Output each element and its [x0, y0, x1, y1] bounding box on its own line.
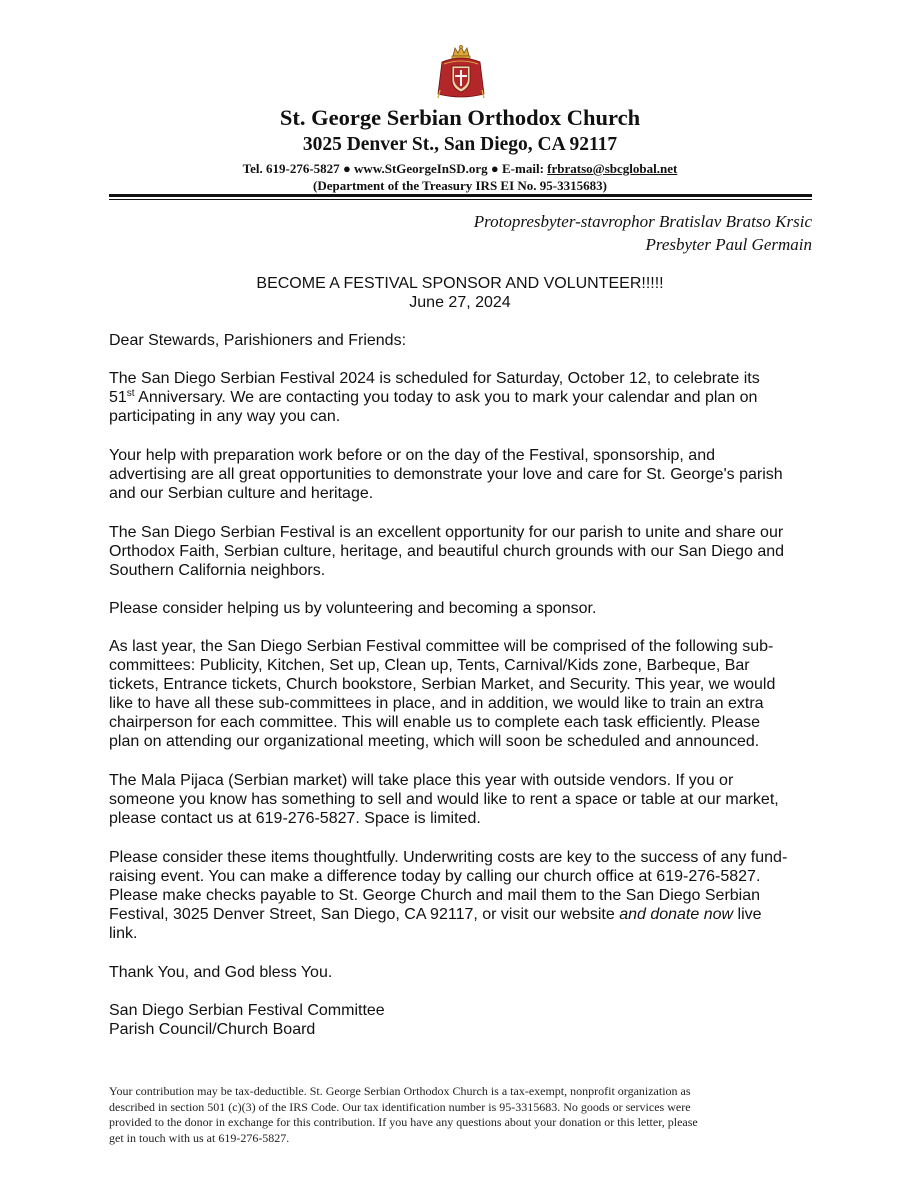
signature-block: [109, 1001, 819, 1039]
bullet-separator: ●: [342, 161, 351, 176]
paragraph-line: please contact us at 619-276-5827. Space is limited.: [109, 810, 481, 827]
paragraph: [109, 523, 819, 580]
clergy-name: Presbyter Paul Germain: [645, 235, 812, 254]
paragraph-line: Orthodox Faith, Serbian culture, heritage, and beautiful church grounds with our San Diego and: [109, 543, 785, 560]
paragraph-line: [109, 905, 819, 924]
church-address: 3025 Denver St., San Diego, CA 92117: [302, 134, 618, 155]
paragraph: [109, 369, 819, 426]
paragraph-line: like to have all these sub-committees in place, and in addition, we would like to train an extra: [109, 695, 764, 712]
irs-number: (Department of the Treasury IRS EI No. 95-3315683): [313, 178, 607, 193]
ordinal-suffix: st: [126, 388, 135, 399]
paragraph-line: [109, 388, 819, 407]
paragraph-line: link.: [109, 925, 138, 942]
paragraph-line: plan on attending our organizational meeting, which will soon be scheduled and announced.: [109, 733, 760, 750]
paragraph-line: committees: Publicity, Kitchen, Set up, Clean up, Tents, Carnival/Kids zone, Barbeque, Bar: [109, 657, 750, 674]
signature-line: Parish Council/Church Board: [109, 1021, 316, 1038]
footnote-line: provided to the donor in exchange for this contribution. If you have any questions about your donation or this letter, please: [109, 1115, 698, 1130]
signature-line: San Diego Serbian Festival Committee: [109, 1002, 385, 1019]
paragraph-line: Your help with preparation work before or on the day of the Festival, sponsorship, and: [109, 447, 715, 464]
contact-line: [180, 160, 740, 177]
paragraph-line: Please consider these items thoughtfully. Underwriting costs are key to the success of any fund-: [109, 849, 788, 866]
paragraph-line: tickets, Entrance tickets, Church bookstore, Serbian Market, and Security. This year, we would: [109, 676, 776, 693]
paragraph-line: participating in any way you can.: [109, 408, 341, 425]
paragraph-line: Please make checks payable to St. George Church and mail them to the San Diego Serbian: [109, 887, 761, 904]
paragraph: [109, 637, 819, 751]
footnote-line: Your contribution may be tax-deductible. St. George Serbian Orthodox Church is a tax-exempt, nonprofit organization as: [109, 1084, 691, 1098]
email-label: E-mail:: [502, 161, 544, 176]
paragraph: Please consider helping us by volunteering and becoming a sponsor.: [109, 600, 597, 617]
paragraph-line: As last year, the San Diego Serbian Festival committee will be comprised of the following sub-: [109, 638, 774, 655]
paragraph-text: Anniversary. We are contacting you today to ask you to mark your calendar and plan on: [134, 389, 758, 406]
paragraph-line: advertising are all great opportunities to demonstrate your love and care for St. George's parish: [109, 466, 783, 483]
paragraph-line: someone you know has something to sell and would like to rent a space or table at our market,: [109, 791, 779, 808]
footnote-line: get in touch with us at 619-276-5827.: [109, 1130, 290, 1145]
paragraph: [109, 771, 819, 828]
church-name: St. George Serbian Orthodox Church: [279, 105, 641, 130]
clergy-name: Protopresbyter-stavrophor Bratislav Bratso Krsic: [473, 212, 812, 231]
letter-heading: [160, 274, 760, 312]
paragraph-line: The San Diego Serbian Festival 2024 is scheduled for Saturday, October 12, to celebrate its: [109, 370, 760, 387]
letter-date: June 27, 2024: [409, 294, 511, 311]
paragraph-line: chairperson for each committee. This will enable us to complete each task efficiently. Please: [109, 714, 760, 731]
letterhead-rule: [109, 194, 812, 197]
paragraph-line: The Mala Pijaca (Serbian market) will take place this year with outside vendors. If you or: [109, 772, 734, 789]
tax-footnote: [109, 1084, 812, 1146]
closing: Thank You, and God bless You.: [109, 964, 333, 981]
paragraph-text: Festival, 3025 Denver Street, San Diego, CA 92117, or visit our website: [109, 906, 620, 923]
telephone: Tel. 619-276-5827: [242, 161, 340, 176]
letter-title: BECOME A FESTIVAL SPONSOR AND VOLUNTEER!!!!!: [256, 275, 664, 292]
letterhead: [180, 104, 740, 194]
paragraph-line: The San Diego Serbian Festival is an excellent opportunity for our parish to unite and share our: [109, 524, 784, 541]
paragraph-text: live: [733, 906, 762, 923]
footnote-line: described in section 501 (c)(3) of the IRS Code. Our tax identification number is 95-3315683. No goods or services were: [109, 1099, 691, 1114]
paragraph: [109, 848, 819, 943]
paragraph-line: and our Serbian culture and heritage.: [109, 485, 374, 502]
email-link[interactable]: frbratso@sbcglobal.net: [547, 161, 678, 176]
bullet-separator: ●: [490, 161, 499, 176]
website: www.StGeorgeInSD.org: [354, 161, 488, 176]
paragraph: [109, 446, 819, 503]
paragraph-line: raising event. You can make a difference today by calling our church office at 619-276-5827.: [109, 868, 761, 885]
letterhead-rule-thin: [109, 199, 812, 200]
paragraph-line: Southern California neighbors.: [109, 562, 326, 579]
donate-now-link[interactable]: and donate now: [619, 906, 734, 923]
salutation: Dear Stewards, Parishioners and Friends:: [109, 332, 407, 349]
clergy-block: [474, 210, 812, 256]
anniversary-number: 51: [109, 389, 127, 406]
church-crest-icon: [436, 44, 486, 100]
